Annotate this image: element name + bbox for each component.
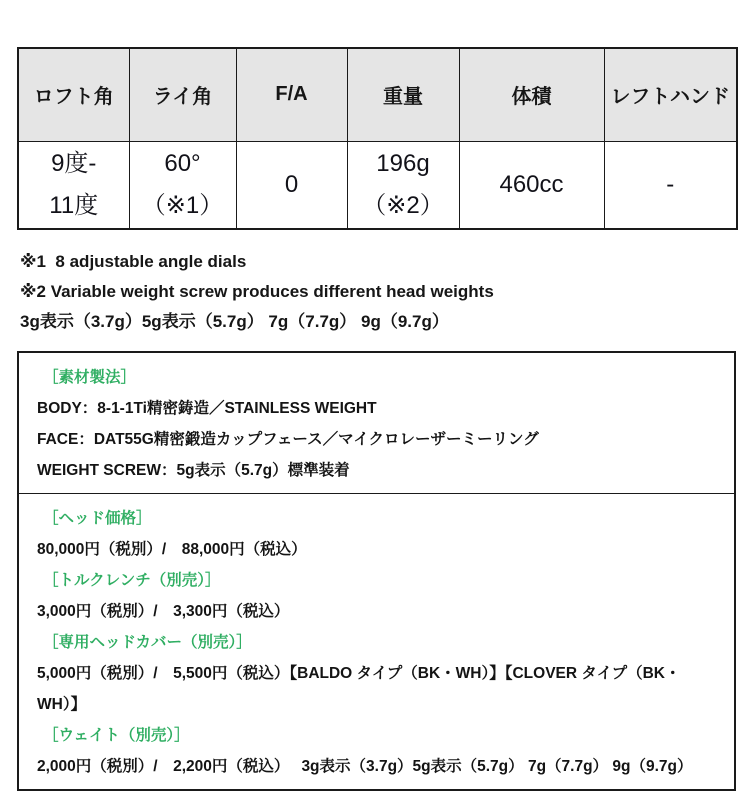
spec-table-body [18, 141, 737, 229]
spec-page [0, 47, 750, 797]
head-price-detail: 80,000円（税別）/ 88,000円（税込） [37, 541, 307, 558]
head-cover-detail: 5,000円（税別）/ 5,500円（税込）【BALDO タイプ（BK・WH）】【CLOVER タイプ（BK・WH）】 [37, 665, 681, 713]
col-header-weight: 重量 [347, 48, 459, 141]
cell-weight [347, 141, 459, 229]
header-row [18, 48, 737, 141]
cell-volume [459, 141, 604, 229]
torque-wrench-detail: 3,000円（税別）/ 3,300円（税込） [37, 603, 290, 620]
footnote-2: ※2 Variable weight screw produces different head weights [20, 282, 494, 301]
cell-fa [236, 141, 347, 229]
loft-angle-value-line1: 9度- [51, 149, 97, 177]
material-face-line: FACE：DAT55G精密鍛造カップフェース／マイクロレーザーミーリング [37, 431, 539, 448]
material-section [19, 353, 734, 493]
cell-loft-angle [18, 141, 129, 229]
weight-option-detail: 2,000円（税別）/ 2,200円（税込） 3g表示（3.7g）5g表示（5.7g） 7g（7.7g） 9g（9.7g） [37, 758, 693, 775]
footnote-weight-list: 3g表示（3.7g）5g表示（5.7g） 7g（7.7g） 9g（9.7g） [20, 312, 449, 331]
weight-value-line2: （※2） [362, 191, 444, 219]
fa-value: 0 [284, 170, 299, 198]
lie-angle-value-line2: （※1） [141, 191, 224, 219]
lie-angle-value-line1: 60° [164, 149, 201, 177]
spec-info-box [17, 351, 736, 791]
loft-angle-value-line2: 11度 [49, 191, 99, 219]
col-header-left-hand: レフトハンド [604, 48, 737, 141]
col-header-lie-angle: ライ角 [129, 48, 236, 141]
weight-value-line1: 196g [376, 149, 430, 177]
footnotes [20, 247, 750, 337]
footnote-1: ※1 8 adjustable angle dials [20, 252, 247, 271]
material-weight-screw-line: WEIGHT SCREW：5g表示（5.7g）標準装着 [37, 462, 350, 479]
col-header-volume: 体積 [459, 48, 604, 141]
head-cover-heading: ［専用ヘッドカバー（別売）］ [43, 634, 252, 651]
volume-value: 460cc [499, 170, 564, 198]
cell-lie-angle [129, 141, 236, 229]
left-hand-value: - [666, 170, 675, 198]
col-header-loft-angle: ロフト角 [18, 48, 129, 141]
value-row [18, 141, 737, 229]
material-section-heading: ［素材製法］ [43, 369, 137, 386]
price-section [19, 493, 734, 789]
spec-table [17, 47, 738, 230]
cell-left-hand [604, 141, 737, 229]
torque-wrench-heading: ［トルクレンチ（別売）］ [43, 572, 221, 589]
col-header-fa: F/A [236, 48, 347, 141]
weight-option-heading: ［ウェイト（別売）］ [43, 727, 190, 744]
head-price-heading: ［ヘッド価格］ [43, 510, 152, 527]
material-body-line: BODY：8-1-1Ti精密鋳造／STAINLESS WEIGHT [37, 400, 377, 417]
spec-table-header [18, 48, 737, 141]
